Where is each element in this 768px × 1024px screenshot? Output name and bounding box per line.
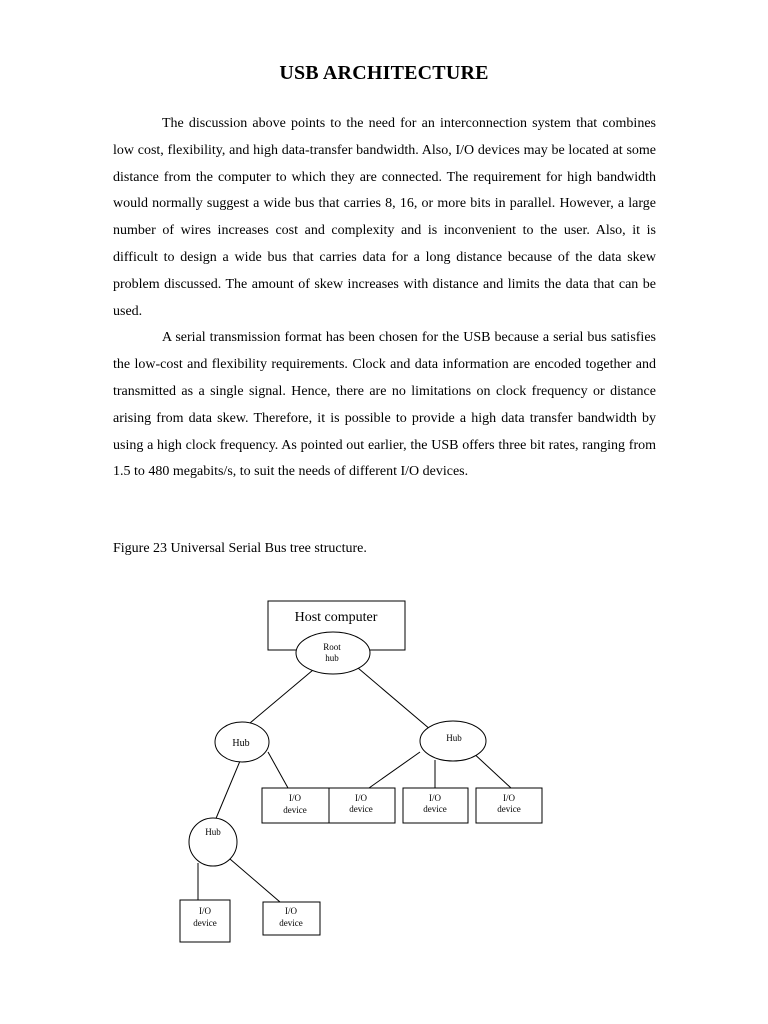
io-device-4-line2: device [497, 804, 521, 814]
io-device-2-line1: I/O [355, 793, 367, 803]
link-lower-hub-io6 [223, 853, 280, 902]
hub-lower [189, 818, 237, 866]
io-device-3-line1: I/O [429, 793, 441, 803]
link-right-hub-io2 [369, 752, 420, 788]
io-device-6-line2: device [279, 918, 303, 928]
figure-caption: Figure 23 Universal Serial Bus tree structure. [113, 541, 367, 556]
io-device-4-line1: I/O [503, 793, 515, 803]
host-computer-label: Host computer [294, 610, 378, 625]
hub-right-label: Hub [446, 733, 462, 743]
io-device-5-line1: I/O [199, 906, 211, 916]
io-device-3-line2: device [423, 804, 447, 814]
io-device-1-line2: device [283, 805, 307, 815]
paragraph-1: The discussion above points to the need for an interconnection system that combines low cost, flexibility, and high data-transfer bandwidth. Also, I/O devices may be located at some distance from the computer to which they are connected. The requirement for high bandwidth would normally suggest a wide bus that carries 8, 16, or more bits in parallel. However, a large number of wires increases cost and complexity and is inconvenient to the user. Also, it is difficult to design a wide bus that carries data for a long distance because of the data skew problem discussed. The amount of skew increases with distance and limits the data that can be used. [113, 116, 656, 319]
link-left-hub-io1 [268, 752, 288, 788]
io-device-1-line1: I/O [289, 793, 301, 803]
root-hub-label-line2: hub [325, 653, 339, 663]
hub-left-label: Hub [232, 738, 250, 749]
hub-lower-label: Hub [205, 827, 221, 837]
io-device-2-line2: device [349, 804, 373, 814]
io-device-6-line1: I/O [285, 906, 297, 916]
root-hub-label-line1: Root [323, 642, 341, 652]
io-device-5-line2: device [193, 918, 217, 928]
paragraph-2: A serial transmission format has been chosen for the USB because a serial bus satisfies the low-cost and flexibility requirements. Clock and data information are encoded together and transmitted as a single signal. Hence, there are no limitations on clock frequency or distance arising from data skew. Therefore, it is possible to provide a high data transfer bandwidth by using a high clock frequency. As pointed out earlier, the USB offers three bit rates, ranging from 1.5 to 480 megabits/s, to suit the needs of different I/O devices. [113, 330, 656, 480]
link-root-left-hub [250, 670, 313, 723]
page-title: USB ARCHITECTURE [279, 62, 489, 84]
link-root-right-hub [358, 668, 431, 730]
